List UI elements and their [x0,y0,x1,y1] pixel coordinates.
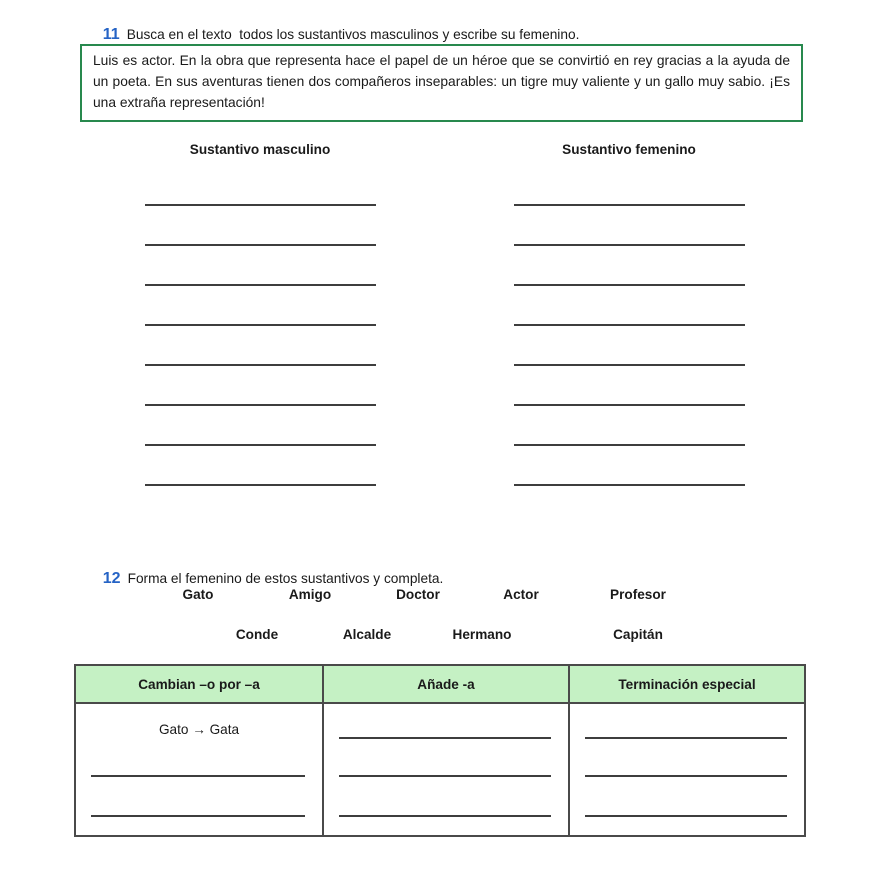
table-cell-anade-a [323,703,569,836]
example-answer-gato-gata: Gato → Gata [158,722,240,737]
answer-line-feminine[interactable] [514,364,745,366]
answer-line-masculine[interactable] [145,364,376,366]
answer-line-feminine[interactable] [514,404,745,406]
answer-line-feminine[interactable] [514,284,745,286]
answer-line-masculine[interactable] [145,444,376,446]
word-bank-alcalde: Alcalde [342,627,392,642]
exercise-12-number: 12 [102,570,121,587]
word-bank-profesor: Profesor [610,587,666,602]
answer-line-cambia[interactable] [91,815,305,817]
word-bank-capitan: Capitán [613,627,663,642]
word-bank-amigo: Amigo [288,587,332,602]
answer-line-masculine[interactable] [145,244,376,246]
answer-line-masculine[interactable] [145,484,376,486]
answer-line-feminine[interactable] [514,204,745,206]
answer-line-terminacion[interactable] [585,737,787,739]
reading-passage-text: Luis es actor. En la obra que representa hace el papel de un héroe que se convirtió en rey gracias a la ayuda de un poeta. En sus aventuras tienen dos compañeros inseparables: un tigre muy valiente y un gallo muy sabio. ¡Es una extraña representación! [93,53,790,110]
answer-line-feminine[interactable] [514,244,745,246]
classification-table [74,664,806,837]
table-cell-cambia-o-por-a [75,703,323,836]
word-bank-conde: Conde [235,627,279,642]
answer-line-terminacion[interactable] [585,815,787,817]
answer-line-masculine[interactable] [145,204,376,206]
answer-line-anade[interactable] [339,775,551,777]
answer-line-anade[interactable] [339,815,551,817]
answer-line-masculine[interactable] [145,324,376,326]
answer-line-masculine[interactable] [145,284,376,286]
word-bank-gato: Gato [182,587,214,602]
answer-line-feminine[interactable] [514,484,745,486]
word-bank-hermano: Hermano [452,627,512,642]
table-header-row [75,665,805,703]
table-header-cambia-o-por-a: Cambian –o por –a [75,665,323,703]
answer-line-terminacion[interactable] [585,775,787,777]
exercise-11-number: 11 [102,26,120,43]
table-header-anade-a: Añade -a [323,665,569,703]
masculine-column-header: Sustantivo masculino [189,142,331,157]
answer-line-feminine[interactable] [514,444,745,446]
word-bank-actor: Actor [503,587,539,602]
table-cell-terminacion-especial [569,703,805,836]
word-bank-doctor: Doctor [396,587,440,602]
table-body-row [75,703,805,836]
feminine-column-header: Sustantivo femenino [562,142,696,157]
table-header-terminacion-especial: Terminación especial [569,665,805,703]
answer-line-feminine[interactable] [514,324,745,326]
answer-line-masculine[interactable] [145,404,376,406]
exercise-11-instruction: Busca en el texto todos los sustantivos masculinos y escribe su femenino. [126,27,580,42]
answer-line-cambia[interactable] [91,775,305,777]
reading-passage-box [80,44,803,122]
exercise-12-header [85,552,443,606]
exercise-12-instruction: Forma el femenino de estos sustantivos y completa. [127,571,444,586]
answer-line-anade[interactable] [339,737,551,739]
